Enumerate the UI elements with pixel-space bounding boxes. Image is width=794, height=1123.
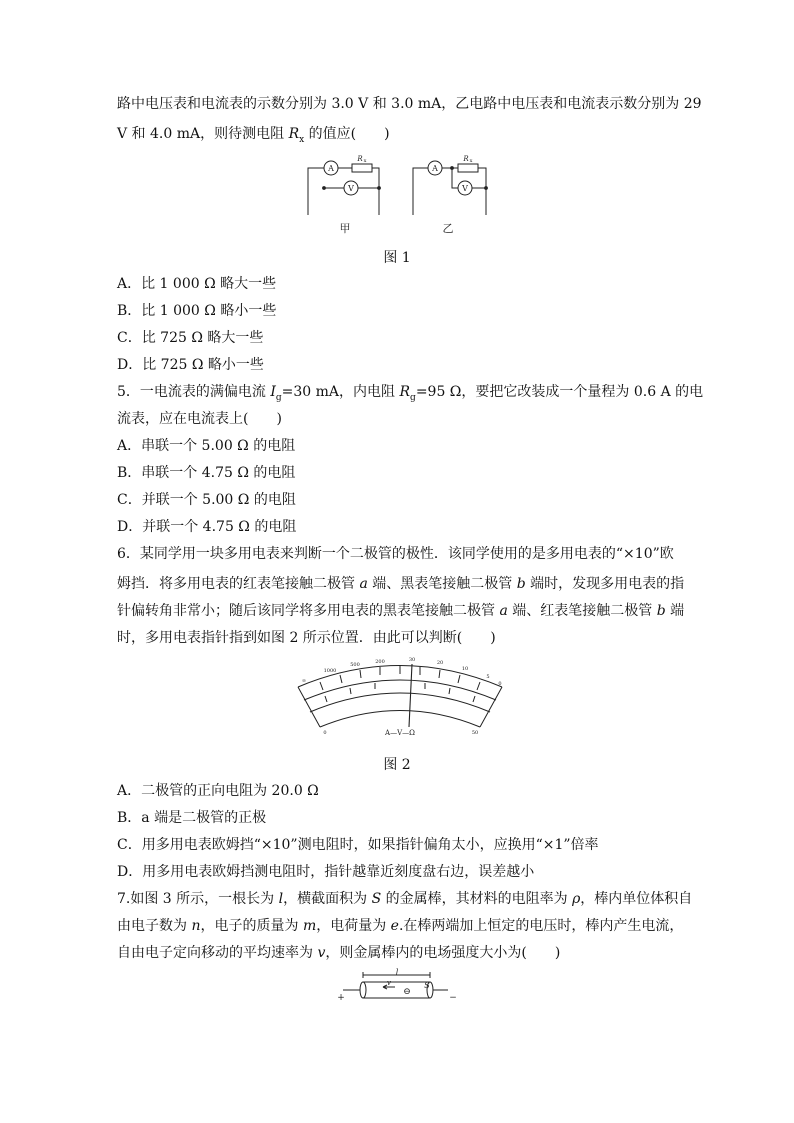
var-R-sub: x bbox=[299, 134, 305, 145]
minus-terminal: − bbox=[449, 993, 457, 1003]
q7-text-line2 bbox=[117, 916, 683, 936]
q7-text-part: .在棒两端加上恒定的电压时，棒内产生电流， bbox=[398, 918, 684, 934]
q7-text-part: ，电荷量为 bbox=[316, 918, 391, 934]
q5-text-line1 bbox=[117, 382, 703, 408]
q7-text-part: 7.如图 3 所示，一根长为 bbox=[117, 891, 279, 907]
plus-terminal: + bbox=[337, 993, 345, 1003]
q7-text-line1 bbox=[117, 889, 692, 909]
var-a: a bbox=[499, 603, 508, 619]
electron-icon: ⊖ bbox=[403, 987, 411, 997]
figure-2-caption: 图 2 bbox=[383, 757, 411, 773]
resistor-icon bbox=[352, 164, 372, 172]
var-v: v bbox=[317, 945, 326, 961]
q4-option-a[interactable]: A．比 1 000 Ω 略大一些 bbox=[117, 276, 277, 292]
q5-option-d[interactable]: D．并联一个 4.75 Ω 的电阻 bbox=[117, 519, 297, 535]
svg-text:500: 500 bbox=[350, 662, 360, 668]
q4-option-b[interactable]: B．比 1 000 Ω 略小一些 bbox=[117, 303, 277, 319]
q6-option-a[interactable]: A．二极管的正向电阻为 20.0 Ω bbox=[117, 783, 319, 799]
var-b: b bbox=[656, 603, 666, 619]
voltmeter-symbol: V bbox=[348, 184, 354, 193]
q6-text-part: 端、红表笔接触二极管 bbox=[507, 603, 657, 619]
svg-text:5: 5 bbox=[486, 674, 490, 680]
q7-text-part: ，棒内单位体积自 bbox=[580, 891, 693, 907]
var-e: e bbox=[390, 918, 399, 934]
ammeter-symbol: A bbox=[432, 164, 438, 173]
var-m: m bbox=[302, 918, 317, 934]
q7-text-line3 bbox=[117, 943, 560, 963]
q4-text-line2 bbox=[117, 124, 390, 150]
svg-text:0: 0 bbox=[323, 730, 327, 736]
svg-text:30: 30 bbox=[408, 657, 416, 663]
var-R: R bbox=[399, 384, 411, 400]
figure-1-circuits bbox=[300, 150, 500, 236]
q4-text-line1: 路中电压表和电流表的示数分别为 3.0 V 和 3.0 mA，乙电路中电压表和电流表示数分别为 29 bbox=[117, 96, 702, 112]
svg-text:50: 50 bbox=[471, 730, 479, 736]
var-a: a bbox=[359, 576, 368, 592]
q6-text-line3 bbox=[117, 601, 684, 621]
q5-option-b[interactable]: B．串联一个 4.75 Ω 的电阻 bbox=[117, 465, 296, 481]
q6-option-d[interactable]: D．用多用电表欧姆挡测电阻时，指针越靠近刻度盘右边，误差越小 bbox=[117, 864, 535, 880]
q5-text-part: 5．一电流表的满偏电流 bbox=[117, 384, 271, 400]
q4-option-d[interactable]: D．比 725 Ω 略小一些 bbox=[117, 357, 264, 373]
resistor-sub: x bbox=[469, 158, 473, 164]
q7-text-part: 的金属棒，其材料的电阻率为 bbox=[381, 891, 573, 907]
var-I: I bbox=[270, 384, 276, 400]
q6-text-part: 端、黑表笔接触二极管 bbox=[367, 576, 517, 592]
q4-text-part: 的值应( ) bbox=[304, 126, 390, 142]
resistor-icon bbox=[458, 164, 478, 172]
svg-text:20: 20 bbox=[436, 660, 444, 666]
q5-option-c[interactable]: C．并联一个 5.00 Ω 的电阻 bbox=[117, 492, 296, 508]
q7-text-part: 自由电子定向移动的平均速率为 bbox=[117, 945, 318, 961]
figure-3-metal-rod bbox=[335, 966, 465, 1006]
q7-text-part: ，电子的质量为 bbox=[200, 918, 303, 934]
rod-length-label: l bbox=[395, 968, 399, 977]
var-R: R bbox=[288, 126, 300, 142]
meter-needle bbox=[409, 664, 412, 727]
q7-text-part: 由电子数为 bbox=[117, 918, 192, 934]
svg-text:1000: 1000 bbox=[323, 668, 337, 674]
q5-text-line2: 流表，应在电流表上( ) bbox=[117, 411, 282, 427]
resistor-label: R bbox=[463, 155, 469, 163]
figure-label-yi: 乙 bbox=[442, 222, 454, 235]
q6-text-part: 端时，发现多用电表的指 bbox=[525, 576, 685, 592]
var-rho: ρ bbox=[572, 891, 581, 907]
var-l: l bbox=[278, 891, 284, 907]
q5-text-part: =95 Ω，要把它改装成一个量程为 0.6 A 的电 bbox=[415, 384, 704, 400]
q6-text-part: 端 bbox=[665, 603, 685, 619]
var-n: n bbox=[191, 918, 201, 934]
var-R-sub: g bbox=[410, 392, 416, 403]
var-I-sub: g bbox=[275, 392, 282, 403]
q6-text-part: 针偏转角非常小；随后该同学将多用电表的黑表笔接触二极管 bbox=[117, 603, 500, 619]
meter-label: A—V—Ω bbox=[385, 729, 415, 737]
resistor-label: R bbox=[357, 155, 363, 163]
svg-text:200: 200 bbox=[375, 659, 385, 665]
figure-2-multimeter-dial bbox=[290, 652, 510, 738]
figure-label-jia: 甲 bbox=[339, 222, 351, 235]
voltmeter-symbol: V bbox=[462, 184, 468, 193]
q5-option-a[interactable]: A．串联一个 5.00 Ω 的电阻 bbox=[117, 438, 296, 454]
cross-section-label: S bbox=[424, 981, 430, 990]
resistor-sub: x bbox=[363, 158, 367, 164]
q5-text-part: =30 mA，内电阻 bbox=[281, 384, 400, 400]
figure-1-caption: 图 1 bbox=[383, 250, 411, 266]
q6-text-line2 bbox=[117, 574, 684, 594]
var-S: S bbox=[371, 891, 382, 907]
ammeter-symbol: A bbox=[328, 164, 334, 173]
q7-text-part: ，则金属棒内的电场强度大小为( ) bbox=[325, 945, 561, 961]
q4-option-c[interactable]: C．比 725 Ω 略大一些 bbox=[117, 330, 264, 346]
q6-option-c[interactable]: C．用多用电表欧姆挡“×10”测电阻时，如果指针偏角太小，应换用“×1”倍率 bbox=[117, 837, 599, 853]
q6-option-b[interactable]: B．a 端是二极管的正极 bbox=[117, 810, 267, 826]
q6-text-line4: 时，多用电表指针指到如图 2 所示位置．由此可以判断( ) bbox=[117, 630, 496, 646]
svg-text:∞: ∞ bbox=[301, 678, 307, 684]
svg-text:0: 0 bbox=[498, 681, 502, 687]
var-b: b bbox=[516, 576, 526, 592]
velocity-label: v bbox=[387, 979, 391, 987]
q7-text-part: ，横截面积为 bbox=[283, 891, 372, 907]
q6-text-part: 姆挡．将多用电表的红表笔接触二极管 bbox=[117, 576, 360, 592]
q4-text-part: V 和 4.0 mA，则待测电阻 bbox=[117, 126, 289, 142]
q6-text-line1: 6．某同学用一块多用电表来判断一个二极管的极性．该同学使用的是多用电表的“×10”欧 bbox=[117, 546, 674, 562]
svg-text:10: 10 bbox=[461, 666, 469, 672]
